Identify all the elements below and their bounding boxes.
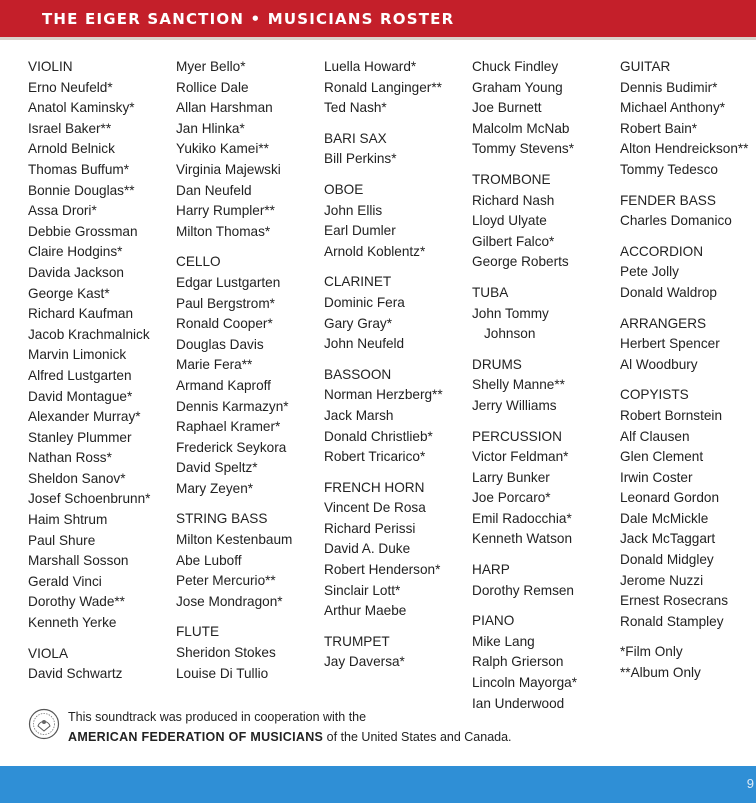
musicians-union-seal-icon [28,708,60,740]
musician-name: David Schwartz [28,666,123,682]
section-heading: CELLO [176,254,221,270]
musician-name: Mary Zeyen* [176,480,254,496]
musician-name: Jerome Nuzzi [620,572,704,588]
federation-credit-org-line [68,730,512,744]
musician-name: Kenneth Yerke [28,615,117,631]
musician-name: Sheldon Sanov* [28,470,126,486]
musician-name: George Roberts [472,254,569,270]
musician-name: Alf Clausen [620,428,690,444]
roster-column-3 [324,57,474,673]
section-gap [472,417,622,427]
musician-name: Gerald Vinci [28,573,102,589]
section-heading: BARI SAX [324,130,387,146]
musician-name: Dorothy Wade** [28,594,125,610]
musician-name: Yukiko Kamei** [176,141,269,157]
section-gap [324,119,474,129]
musician-name: Ronald Langinger** [324,79,442,95]
musician-name: Shelly Manne** [472,377,565,393]
section-heading: PIANO [472,613,515,629]
musician-name: Donald Christlieb* [324,428,433,444]
section-heading: OBOE [324,181,364,197]
musician-name: Emil Radocchia* [472,510,572,526]
section-heading: FENDER BASS [620,192,716,208]
musician-name: Jay Daversa* [324,654,405,670]
musician-name: Gilbert Falco* [472,233,555,249]
musician-name: Ian Underwood [472,695,565,711]
musician-name: Harry Rumpler** [176,203,275,219]
section-gap [472,345,622,355]
musician-name: David A. Duke [324,541,411,557]
musician-name: Johnson [484,326,536,342]
musician-name: Anatol Kaminsky* [28,100,135,116]
musician-name: Haim Shtrum [28,512,108,528]
musician-name: Sheridon Stokes [176,645,276,661]
musician-name: Peter Mercurio** [176,573,276,589]
musician-name: Louise Di Tullio [176,665,269,681]
musician-name: John Neufeld [324,336,405,352]
section-heading: ACCORDION [620,243,704,259]
musician-name: Dan Neufeld [176,182,252,198]
musician-name: Arnold Koblentz* [324,243,426,259]
section-heading: ARRANGERS [620,315,707,331]
musician-name: Claire Hodgins* [28,244,123,260]
federation-credit [28,706,588,750]
musician-name: Alton Hendreickson** [620,141,749,157]
section-gap [324,468,474,478]
section-gap [620,304,756,314]
musician-name: Frederick Seykora [176,439,287,455]
page-title: THE EIGER SANCTION • MUSICIANS ROSTER [42,10,455,28]
musician-name: Josef Schoenbrunn* [28,491,151,507]
musician-name: Donald Waldrop [620,284,717,300]
musician-name: Richard Perissi [324,520,416,536]
musician-name: Robert Bornstein [620,407,723,423]
musician-name: Sinclair Lott* [324,582,401,598]
musician-name: Dale McMickle [620,510,709,526]
musician-name: Assa Drori* [28,203,97,219]
musician-name: Michael Anthony* [620,100,726,116]
musician-name: Herbert Spencer [620,336,720,352]
musician-name: Norman Herzberg** [324,387,443,403]
musician-name: Raphael Kramer* [176,419,281,435]
section-gap [324,622,474,632]
musician-name: Victor Feldman* [472,449,569,465]
musician-name: Nathan Ross* [28,450,112,466]
musician-name: Tommy Tedesco [620,161,718,177]
musician-name: Ronald Stampley [620,613,724,629]
musician-name: John Tommy [472,305,549,321]
musician-name: Richard Kaufman [28,306,134,322]
musician-name: Dominic Fera [324,294,405,310]
section-gap [176,612,326,622]
section-gap [324,262,474,272]
musician-name: Bill Perkins* [324,151,397,167]
musician-name: Dennis Karmazyn* [176,398,289,414]
musician-name: Jan Hlinka* [176,120,245,136]
section-heading: HARP [472,562,510,578]
musician-name: Charles Domanico [620,213,732,229]
musician-name: Davida Jackson [28,264,124,280]
musician-name: Ernest Rosecrans [620,593,729,609]
musician-name: Robert Bain* [620,120,698,136]
musician-name: David Montague* [28,388,133,404]
musician-name: Earl Dumler [324,223,396,239]
musician-name: Rollice Dale [176,79,249,95]
musician-name: Thomas Buffum* [28,161,129,177]
musician-name: Bonnie Douglas** [28,182,135,198]
musician-name: Larry Bunker [472,469,550,485]
footer-bar [0,766,756,803]
musician-name: Kenneth Watson [472,531,573,547]
section-heading: TRUMPET [324,633,390,649]
musician-name: Israel Baker** [28,120,112,136]
musician-name: Ronald Cooper* [176,316,273,332]
musician-name: Douglas Davis [176,336,264,352]
musician-name: Donald Midgley [620,552,714,568]
musician-name: Joe Porcaro* [472,490,551,506]
roster-header-bar [0,0,756,40]
musician-name: Lincoln Mayorga* [472,675,578,691]
musician-name: Irwin Coster [620,469,693,485]
musician-name: Richard Nash [472,192,555,208]
musician-name: Paul Bergstrom* [176,295,275,311]
musician-name: Paul Shure [28,532,96,548]
musician-name: *Film Only [620,644,683,660]
musician-name: John Ellis [324,202,383,218]
musician-name: Mike Lang [472,633,535,649]
section-heading: COPYISTS [620,387,689,403]
roster-column-2 [176,57,326,684]
musician-name: Leonard Gordon [620,490,720,506]
musician-name: Joe Burnett [472,100,542,116]
musician-name: Marie Fera** [176,357,253,373]
federation-region: of the United States and Canada. [323,730,512,744]
musician-name: Allan Harshman [176,100,273,116]
musician-name: Debbie Grossman [28,223,138,239]
musician-name: Malcolm McNab [472,120,570,136]
musician-name: Dorothy Remsen [472,582,574,598]
section-heading: FLUTE [176,624,220,640]
musician-name: Alexander Murray* [28,409,141,425]
musician-name: Virginia Majewski [176,161,281,177]
musician-name: Arthur Maebe [324,603,407,619]
roster-column-1 [28,57,178,685]
musician-name: Milton Kestenbaum [176,532,293,548]
musician-name: Jose Mondragon* [176,593,283,609]
section-heading: GUITAR [620,59,671,74]
musician-name: Jerry Williams [472,397,557,413]
musician-name: Alfred Lustgarten [28,367,132,383]
musician-name: Erno Neufeld* [28,79,113,95]
roster-column-5 [620,57,756,684]
musician-name: Abe Luboff [176,552,242,568]
musician-name: Robert Henderson* [324,562,441,578]
musician-name: Al Woodbury [620,356,698,372]
musician-name: Lloyd Ulyate [472,213,547,229]
section-heading: FRENCH HORN [324,479,425,495]
musician-name: Pete Jolly [620,264,679,280]
section-gap [620,632,756,642]
section-heading: TUBA [472,284,509,300]
page-number: 9 [746,776,754,791]
musician-name: Armand Kaproff [176,377,271,393]
musician-name: Vincent De Rosa [324,500,426,516]
musician-name: Jacob Krachmalnick [28,326,150,342]
section-heading: VIOLIN [28,59,73,74]
musician-name: Marshall Sosson [28,553,129,569]
section-heading: DRUMS [472,356,522,372]
musician-name: Robert Tricarico* [324,449,426,465]
musician-name: Marvin Limonick [28,347,127,363]
musician-name: Gary Gray* [324,315,392,331]
musician-name: Myer Bello* [176,59,246,74]
section-gap [620,232,756,242]
musician-name: Milton Thomas* [176,223,271,239]
musician-name: David Speltz* [176,460,258,476]
musician-name: Tommy Stevens* [472,141,574,157]
musician-name: Chuck Findley [472,59,559,74]
roster-column-4 [472,57,622,714]
section-gap [620,375,756,385]
section-heading: BASSOON [324,366,392,382]
section-heading: CLARINET [324,274,392,290]
section-gap [472,160,622,170]
musician-name: Jack McTaggart [620,531,716,547]
section-gap [324,355,474,365]
federation-name: AMERICAN FEDERATION OF MUSICIANS [68,730,324,744]
musician-name: Ralph Grierson [472,654,564,670]
musician-name: Arnold Belnick [28,141,115,157]
section-heading: VIOLA [28,645,69,661]
section-heading: TROMBONE [472,171,551,187]
section-gap [28,634,178,644]
musician-name: Stanley Plummer [28,429,132,445]
section-heading: STRING BASS [176,511,268,527]
section-gap [472,601,622,611]
musician-name: Edgar Lustgarten [176,274,281,290]
musician-name: Luella Howard* [324,59,417,74]
musician-name: Jack Marsh [324,407,394,423]
section-gap [324,170,474,180]
section-gap [472,550,622,560]
musician-name: George Kast* [28,285,110,301]
section-gap [620,181,756,191]
musician-name: Glen Clement [620,449,704,465]
section-gap [176,499,326,509]
musician-name: Graham Young [472,79,563,95]
musician-name: Ted Nash* [324,100,387,116]
section-heading: PERCUSSION [472,428,562,444]
federation-credit-line: This soundtrack was produced in cooperation with the [68,710,367,724]
musician-name: **Album Only [620,665,701,681]
section-gap [472,273,622,283]
section-gap [176,242,326,252]
musician-name: Dennis Budimir* [620,79,718,95]
